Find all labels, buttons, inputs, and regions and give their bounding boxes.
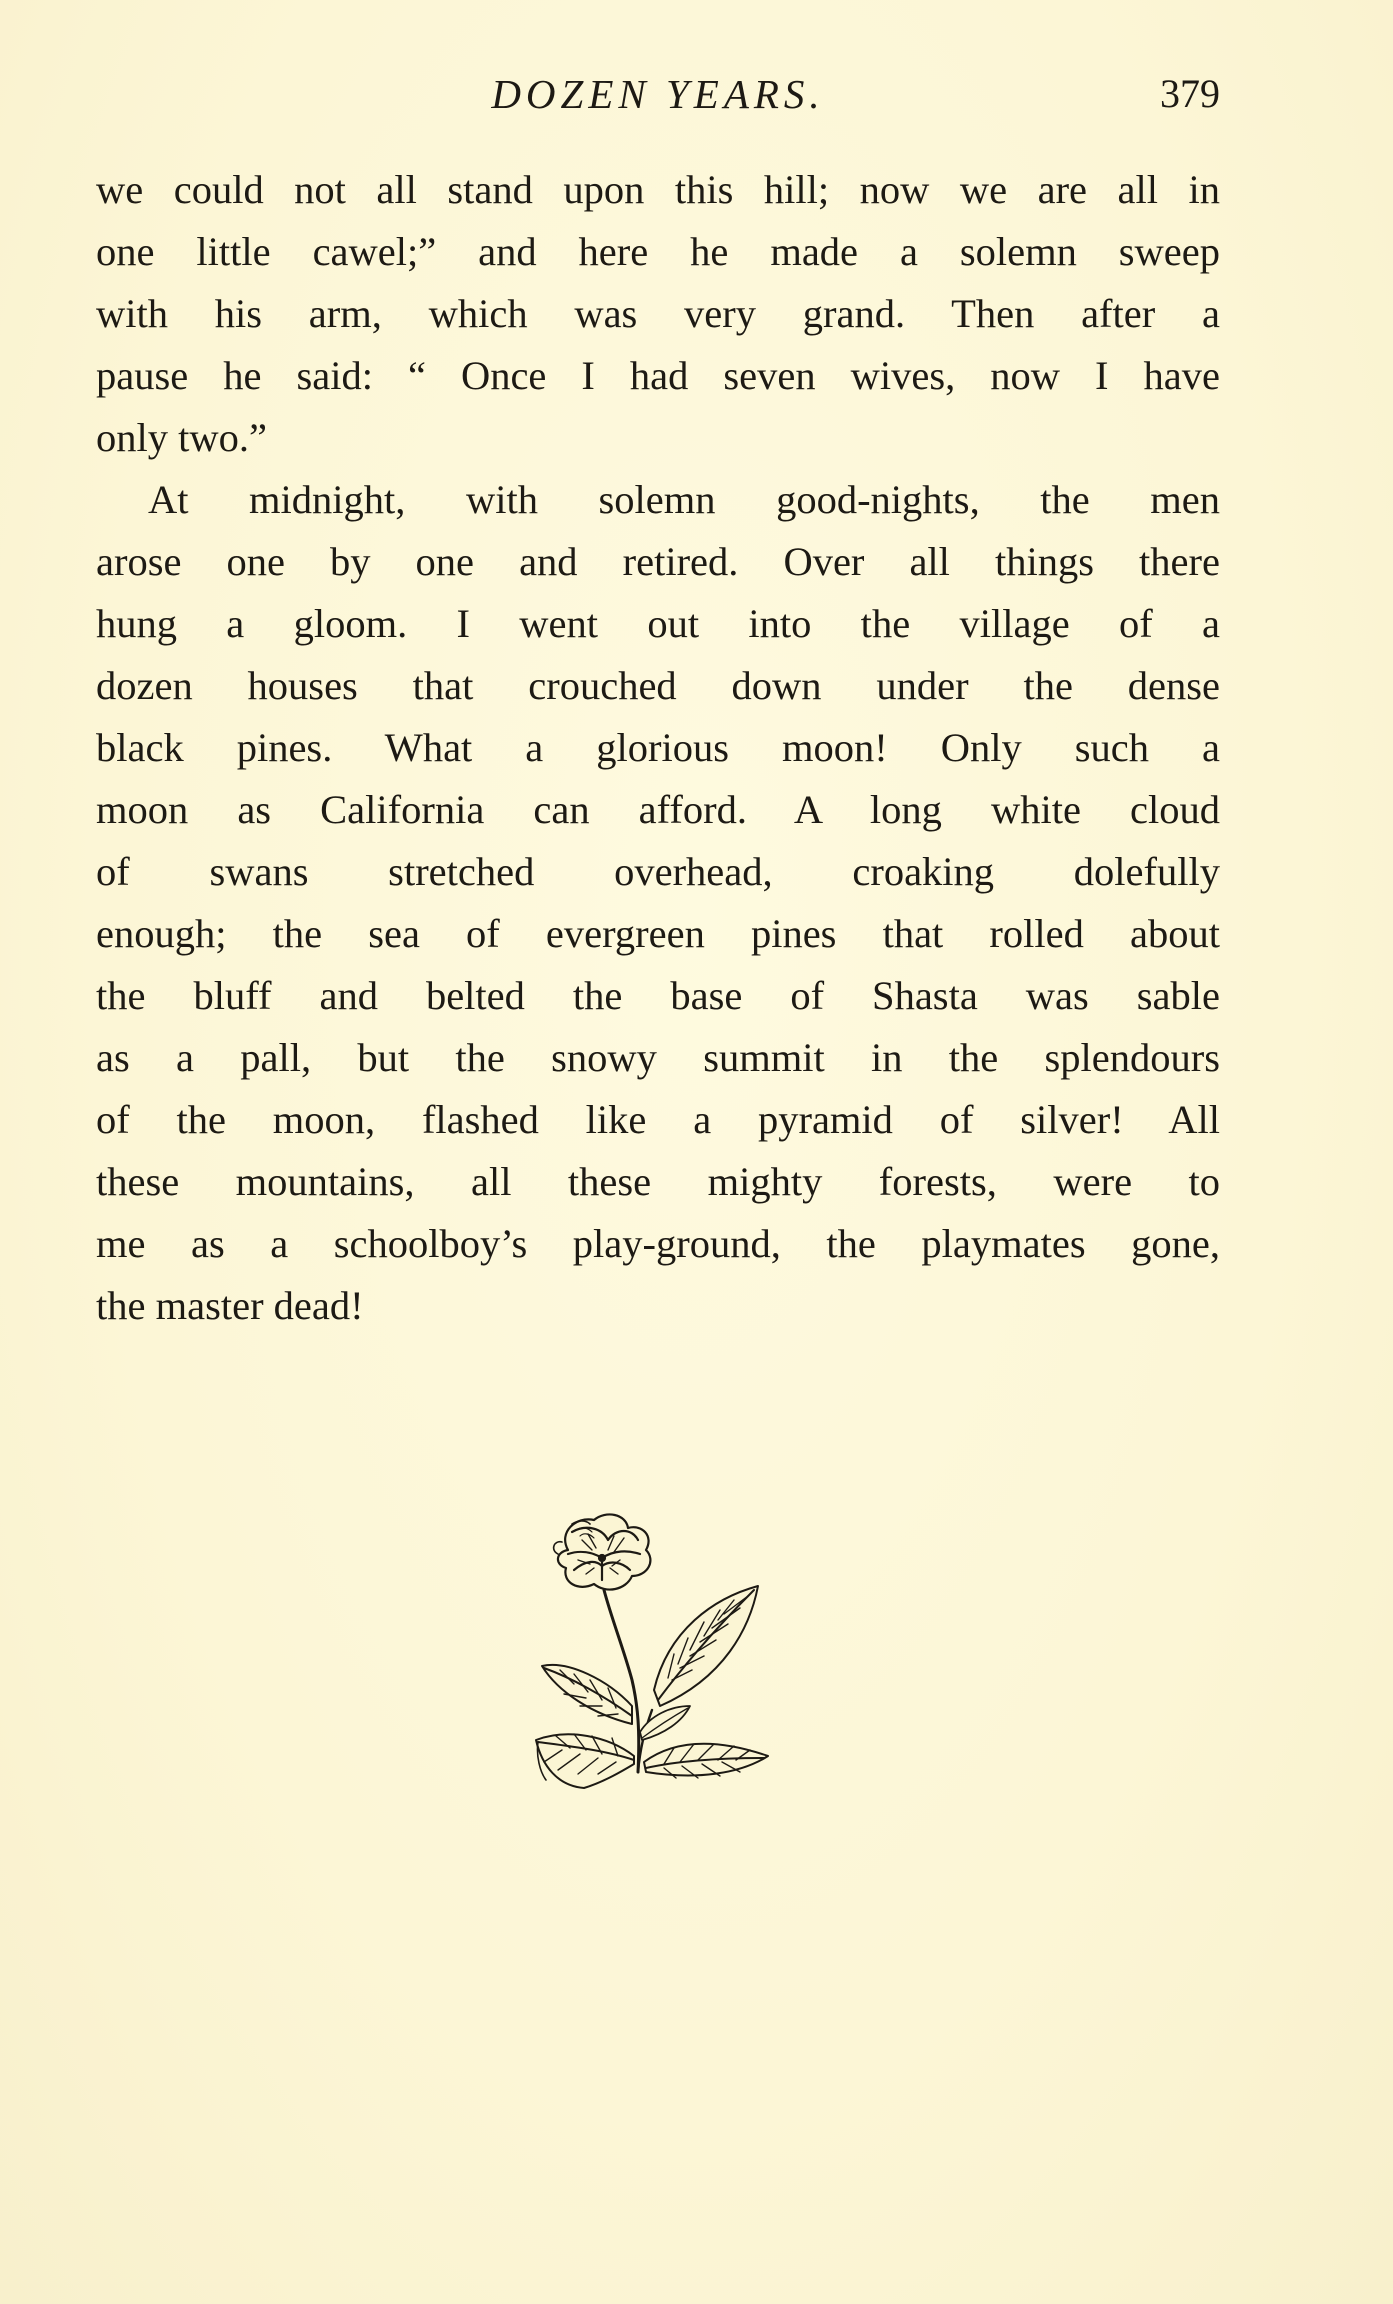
page-number: 379 (1160, 71, 1220, 116)
leaf-left-upper (542, 1665, 632, 1724)
text-line: we could not all stand upon this hill; now we are all in (96, 167, 1220, 212)
text-line: the bluff and belted the base of Shasta was sable (96, 973, 1220, 1018)
paragraph-1 (96, 159, 1220, 469)
leaf-right (654, 1586, 758, 1706)
text-line: only two.” (96, 415, 267, 460)
text-line: pause he said: “ Once I had seven wives, now I have (96, 353, 1220, 398)
running-head (96, 66, 1220, 126)
leaf-left-lower (536, 1734, 634, 1788)
leaf-right-lower (644, 1744, 768, 1778)
text-line: moon as California can afford. A long white cloud (96, 787, 1220, 832)
text-line: one little cawel;” and here he made a solemn sweep (96, 229, 1220, 274)
paragraph-2 (96, 469, 1220, 1337)
text-line: these mountains, all these mighty forests, were to (96, 1159, 1220, 1204)
body-text (96, 159, 1220, 1337)
pansy-flower-icon (528, 1510, 798, 1800)
text-line: arose one by one and retired. Over all things there (96, 539, 1220, 584)
leaf-middle (640, 1706, 690, 1740)
text-line: as a pall, but the snowy summit in the splendours (96, 1035, 1220, 1080)
text-line: the master dead! (96, 1283, 364, 1328)
text-line: with his arm, which was very grand. Then after a (96, 291, 1220, 336)
text-line: black pines. What a glorious moon! Only such a (96, 725, 1220, 770)
text-line: hung a gloom. I went out into the village of a (96, 601, 1220, 646)
text-line: dozen houses that crouched down under the dense (96, 663, 1220, 708)
text-line: enough; the sea of evergreen pines that rolled about (96, 911, 1220, 956)
pansy-bloom (554, 1514, 651, 1589)
running-title: DOZEN YEARS. (491, 71, 825, 117)
text-line: me as a schoolboy’s play-ground, the playmates gone, (96, 1221, 1220, 1266)
text-line: of the moon, flashed like a pyramid of silver! All (96, 1097, 1220, 1142)
text-line: of swans stretched overhead, croaking dolefully (96, 849, 1220, 894)
text-line: At midnight, with solemn good-nights, the men (148, 477, 1220, 522)
